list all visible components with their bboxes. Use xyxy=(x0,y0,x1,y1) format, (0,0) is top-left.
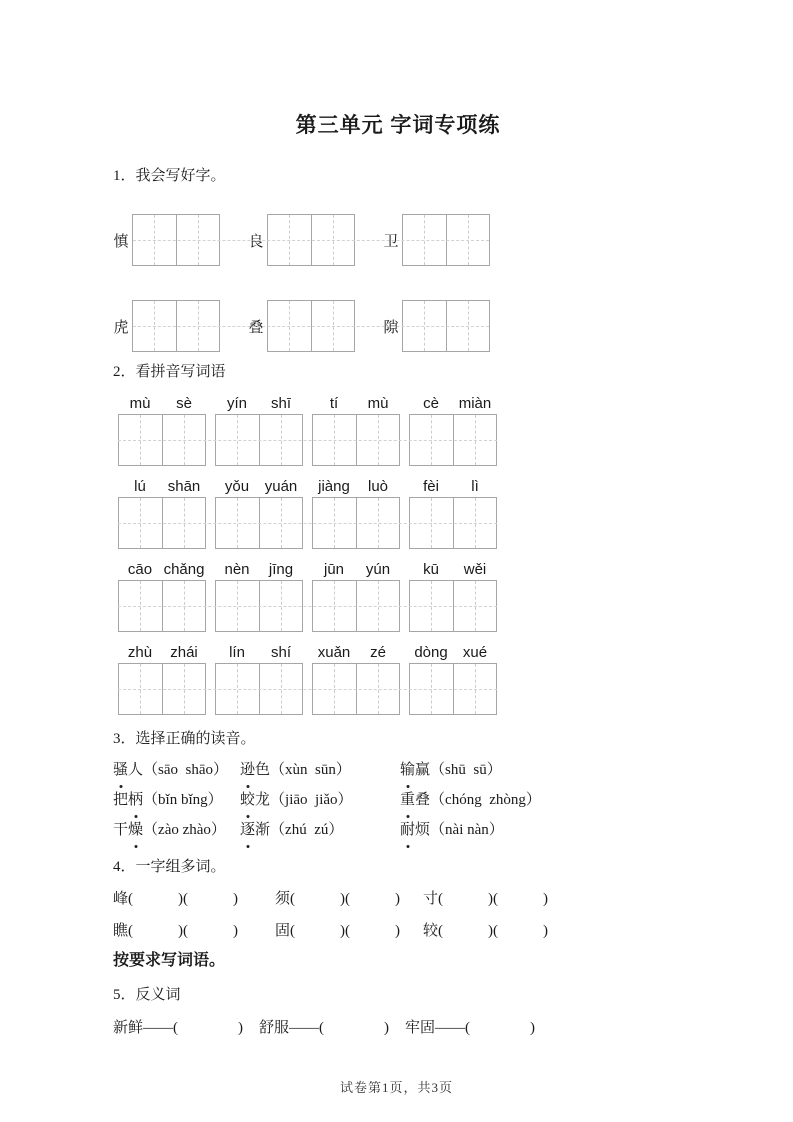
pinyin-options: （nài nàn） xyxy=(430,822,504,838)
pinyin-options: （bǐn bǐng） xyxy=(143,792,223,808)
dash-line xyxy=(198,215,199,265)
grid-cell xyxy=(259,498,303,548)
grid-cell xyxy=(410,664,453,714)
word-char: 逐 xyxy=(240,815,255,845)
pinyin-label-group xyxy=(312,561,400,578)
dash-line xyxy=(184,664,185,714)
grid-cell xyxy=(410,415,453,465)
grid-cell xyxy=(268,301,311,351)
pinyin-label: zhái xyxy=(170,644,198,661)
dash-line xyxy=(289,301,290,351)
writing-grid xyxy=(409,580,497,632)
pronunciation-row xyxy=(113,785,683,815)
grid-cell xyxy=(216,664,259,714)
writing-grid xyxy=(409,663,497,715)
pinyin-label: tí xyxy=(329,395,339,412)
pinyin-options: （zhú zú） xyxy=(270,822,344,838)
writing-grid xyxy=(132,300,220,352)
pinyin-label: jūn xyxy=(323,561,345,578)
character-grid-row xyxy=(113,300,490,352)
word-text xyxy=(400,822,430,838)
pinyin-row xyxy=(118,395,683,466)
word-char: 渐 xyxy=(255,822,271,838)
pinyin-label-group xyxy=(215,478,303,495)
antonym-item: 牢固——( ) xyxy=(405,1020,535,1036)
word-char: 柄 xyxy=(128,785,143,815)
word-char: 龙 xyxy=(255,792,271,808)
dash-line xyxy=(475,581,476,631)
dash-line xyxy=(140,498,141,548)
dash-line xyxy=(334,498,335,548)
character-unit xyxy=(113,300,220,352)
pinyin-label: yín xyxy=(226,395,247,412)
grid-cell xyxy=(356,415,400,465)
dash-line xyxy=(424,301,425,351)
pinyin-label-group xyxy=(215,395,303,412)
grid-cell xyxy=(410,581,453,631)
word-text xyxy=(113,822,143,838)
question-1-heading: 1．我会写好字。 xyxy=(113,168,226,184)
pinyin-label: lì xyxy=(471,478,479,495)
word-blank-item: 峰( )( ) xyxy=(113,891,238,907)
dash-line xyxy=(334,581,335,631)
dash-line xyxy=(140,581,141,631)
pinyin-row xyxy=(118,561,683,632)
writing-grid xyxy=(267,214,355,266)
pinyin-label: cāo xyxy=(127,561,153,578)
writing-grid xyxy=(402,214,490,266)
pinyin-label: lín xyxy=(229,644,245,661)
pinyin-label-group xyxy=(409,478,497,495)
grid-cell xyxy=(453,581,497,631)
pronunciation-item xyxy=(240,785,400,815)
dash-line xyxy=(468,301,469,351)
pronunciation-choice-rows xyxy=(113,755,683,845)
dash-line xyxy=(184,581,185,631)
pinyin-label: zhù xyxy=(127,644,153,661)
dash-line xyxy=(154,215,155,265)
pinyin-grids xyxy=(118,414,497,466)
word-char: 赢 xyxy=(415,762,431,778)
writing-grid xyxy=(215,663,303,715)
dash-line xyxy=(475,498,476,548)
character-unit xyxy=(248,214,355,266)
page-footer: 试卷第1页，共3页 xyxy=(339,1080,453,1095)
pinyin-label: shī xyxy=(270,395,291,412)
pinyin-row xyxy=(118,478,683,549)
section-heading: 按要求写词语。 xyxy=(113,952,226,969)
pinyin-label-group xyxy=(312,395,400,412)
dash-line xyxy=(334,415,335,465)
pinyin-grids xyxy=(118,580,497,632)
dash-line xyxy=(198,301,199,351)
antonym-item: 新鲜——( ) xyxy=(113,1020,243,1036)
dash-line xyxy=(281,415,282,465)
word-blank-item: 较( )( ) xyxy=(423,923,548,939)
pronunciation-item xyxy=(240,815,400,845)
dash-line xyxy=(281,664,282,714)
writing-grid xyxy=(312,414,400,466)
writing-grid xyxy=(215,414,303,466)
pinyin-label: mù xyxy=(129,395,151,412)
dash-line xyxy=(289,215,290,265)
pinyin-writing-rows xyxy=(118,395,683,715)
grid-cell xyxy=(133,215,176,265)
pinyin-label: chǎng xyxy=(163,561,205,578)
dash-line xyxy=(237,415,238,465)
dash-line xyxy=(378,415,379,465)
grid-cell xyxy=(119,415,162,465)
practice-character: 慎 xyxy=(113,233,129,250)
dash-line xyxy=(334,664,335,714)
question-4-heading: 4．一字组多词。 xyxy=(113,859,226,875)
word-text xyxy=(240,792,270,808)
dash-line xyxy=(140,664,141,714)
pinyin-label-group xyxy=(215,644,303,661)
pinyin-label: nèn xyxy=(224,561,250,578)
question-5-heading: 5．反义词 xyxy=(113,987,181,1003)
dash-line xyxy=(140,415,141,465)
pinyin-label: dòng xyxy=(414,644,448,661)
dash-line xyxy=(237,498,238,548)
word-building-row xyxy=(113,883,683,915)
pinyin-label-group xyxy=(118,561,206,578)
pinyin-label-group xyxy=(312,478,400,495)
writing-grid xyxy=(312,663,400,715)
word-char: 逊 xyxy=(240,755,255,785)
word-building-rows xyxy=(113,883,683,947)
grid-cell xyxy=(410,498,453,548)
page-title: 第三单元 字词专项练 xyxy=(295,114,501,137)
pronunciation-item xyxy=(400,815,683,845)
grid-cell xyxy=(162,498,206,548)
pinyin-grids xyxy=(118,497,497,549)
dash-line xyxy=(333,301,334,351)
grid-cell xyxy=(403,215,446,265)
pinyin-label: yún xyxy=(365,561,391,578)
word-text xyxy=(240,762,270,778)
pinyin-labels xyxy=(118,478,497,495)
character-practice-grids xyxy=(113,214,683,352)
grid-cell xyxy=(453,415,497,465)
practice-character: 卫 xyxy=(383,233,399,250)
grid-cell xyxy=(313,498,356,548)
writing-grid xyxy=(215,497,303,549)
pinyin-label-group xyxy=(118,478,206,495)
grid-cell xyxy=(216,498,259,548)
writing-grid xyxy=(402,300,490,352)
pinyin-label: yǒu xyxy=(224,478,250,495)
pinyin-label: xuǎn xyxy=(317,644,351,661)
pronunciation-item xyxy=(113,785,240,815)
dash-line xyxy=(468,215,469,265)
dash-line xyxy=(281,581,282,631)
grid-cell xyxy=(403,301,446,351)
dash-line xyxy=(378,581,379,631)
practice-character: 叠 xyxy=(248,319,264,336)
grid-cell xyxy=(259,664,303,714)
grid-cell xyxy=(313,664,356,714)
word-char: 叠 xyxy=(415,792,431,808)
dash-line xyxy=(184,498,185,548)
pronunciation-item xyxy=(113,815,240,845)
dash-line xyxy=(281,498,282,548)
grid-cell xyxy=(176,301,220,351)
dash-line xyxy=(378,664,379,714)
pinyin-label: yuán xyxy=(264,478,298,495)
pinyin-label-group xyxy=(409,395,497,412)
pinyin-options: （zào zhào） xyxy=(143,822,226,838)
word-char: 耐 xyxy=(400,815,415,845)
pinyin-label: xué xyxy=(462,644,488,661)
writing-grid xyxy=(215,580,303,632)
writing-grid xyxy=(312,497,400,549)
word-text xyxy=(113,792,143,808)
grid-cell xyxy=(356,498,400,548)
character-unit xyxy=(383,300,490,352)
practice-character: 良 xyxy=(248,233,264,250)
grid-cell xyxy=(119,581,162,631)
writing-grid xyxy=(118,663,206,715)
character-unit xyxy=(113,214,220,266)
pinyin-label-group xyxy=(409,561,497,578)
character-grid-row xyxy=(113,214,490,266)
grid-cell xyxy=(176,215,220,265)
pinyin-label-group xyxy=(312,644,400,661)
writing-grid xyxy=(118,580,206,632)
grid-cell xyxy=(259,581,303,631)
word-char: 把 xyxy=(113,792,129,808)
character-unit xyxy=(383,214,490,266)
pinyin-label: jīng xyxy=(268,561,294,578)
word-blank-item: 须( )( ) xyxy=(275,891,400,907)
dash-line xyxy=(237,664,238,714)
word-char: 色 xyxy=(255,762,271,778)
pinyin-label-group xyxy=(118,395,206,412)
writing-grid xyxy=(118,414,206,466)
pinyin-label: jiàng xyxy=(318,478,350,495)
writing-grid xyxy=(118,497,206,549)
pinyin-label: luò xyxy=(367,478,389,495)
dash-line xyxy=(154,301,155,351)
pinyin-label-group xyxy=(409,644,497,661)
word-char: 人 xyxy=(128,762,144,778)
word-char: 输 xyxy=(400,755,415,785)
word-char: 蛟 xyxy=(240,785,255,815)
word-text xyxy=(400,762,430,778)
word-char: 重 xyxy=(400,785,415,815)
writing-grid xyxy=(132,214,220,266)
grid-cell xyxy=(311,301,355,351)
pinyin-label-group xyxy=(118,644,206,661)
grid-cell xyxy=(311,215,355,265)
antonym-row xyxy=(113,1017,683,1039)
word-char: 烦 xyxy=(415,822,431,838)
pronunciation-item xyxy=(400,785,683,815)
pinyin-label: mù xyxy=(367,395,389,412)
grid-cell xyxy=(162,581,206,631)
pinyin-label: shān xyxy=(167,478,201,495)
question-3-heading: 3．选择正确的读音。 xyxy=(113,731,256,747)
grid-cell xyxy=(119,498,162,548)
pinyin-row xyxy=(118,644,683,715)
pinyin-options: （jiāo jiǎo） xyxy=(270,792,353,808)
pinyin-label: fèi xyxy=(423,478,439,495)
question-2-heading: 2．看拼音写词语 xyxy=(113,364,226,380)
dash-line xyxy=(237,581,238,631)
grid-cell xyxy=(313,415,356,465)
pinyin-label: zé xyxy=(370,644,386,661)
writing-grid xyxy=(267,300,355,352)
pinyin-options: （shū sū） xyxy=(430,762,502,778)
dash-line xyxy=(333,215,334,265)
writing-grid xyxy=(312,580,400,632)
antonym-item: 舒服——( ) xyxy=(259,1020,389,1036)
pinyin-options: （sāo shāo） xyxy=(143,762,229,778)
grid-cell xyxy=(216,581,259,631)
dash-line xyxy=(431,581,432,631)
pinyin-label: sè xyxy=(176,395,192,412)
word-char: 燥 xyxy=(128,815,143,845)
pronunciation-item xyxy=(240,755,400,785)
pronunciation-item xyxy=(113,755,240,785)
grid-cell xyxy=(453,498,497,548)
grid-cell xyxy=(313,581,356,631)
word-blank-item: 固( )( ) xyxy=(275,923,400,939)
writing-grid xyxy=(409,497,497,549)
pronunciation-row xyxy=(113,755,683,785)
practice-character: 隙 xyxy=(383,319,399,336)
pinyin-label: shí xyxy=(270,644,291,661)
word-text xyxy=(113,762,143,778)
grid-cell xyxy=(119,664,162,714)
pinyin-label-group xyxy=(215,561,303,578)
pinyin-grids xyxy=(118,663,497,715)
dash-line xyxy=(475,415,476,465)
word-text xyxy=(240,822,270,838)
grid-cell xyxy=(356,581,400,631)
writing-grid xyxy=(409,414,497,466)
pinyin-label: kū xyxy=(423,561,439,578)
word-char: 干 xyxy=(113,822,129,838)
word-blank-item: 瞧( )( ) xyxy=(113,923,238,939)
word-text xyxy=(400,792,430,808)
grid-cell xyxy=(162,415,206,465)
grid-cell xyxy=(356,664,400,714)
pinyin-label: cè xyxy=(423,395,439,412)
dash-line xyxy=(431,664,432,714)
grid-cell xyxy=(162,664,206,714)
pinyin-label: miàn xyxy=(458,395,492,412)
grid-cell xyxy=(446,301,490,351)
grid-cell xyxy=(268,215,311,265)
pinyin-labels xyxy=(118,395,497,412)
pinyin-label: wěi xyxy=(463,561,487,578)
dash-line xyxy=(431,415,432,465)
word-blank-item: 寸( )( ) xyxy=(423,891,548,907)
pinyin-options: （xùn sūn） xyxy=(270,762,351,778)
practice-character: 虎 xyxy=(113,319,129,336)
grid-cell xyxy=(453,664,497,714)
dash-line xyxy=(431,498,432,548)
pronunciation-item xyxy=(400,755,683,785)
pinyin-labels xyxy=(118,561,497,578)
word-char: 骚 xyxy=(113,755,128,785)
pinyin-label: lú xyxy=(134,478,146,495)
pinyin-labels xyxy=(118,644,497,661)
grid-cell xyxy=(259,415,303,465)
pronunciation-row xyxy=(113,815,683,845)
grid-cell xyxy=(216,415,259,465)
grid-cell xyxy=(133,301,176,351)
grid-cell xyxy=(446,215,490,265)
dash-line xyxy=(475,664,476,714)
word-building-row xyxy=(113,915,683,947)
dash-line xyxy=(424,215,425,265)
pinyin-options: （chóng zhòng） xyxy=(430,792,541,808)
dash-line xyxy=(184,415,185,465)
character-unit xyxy=(248,300,355,352)
dash-line xyxy=(378,498,379,548)
